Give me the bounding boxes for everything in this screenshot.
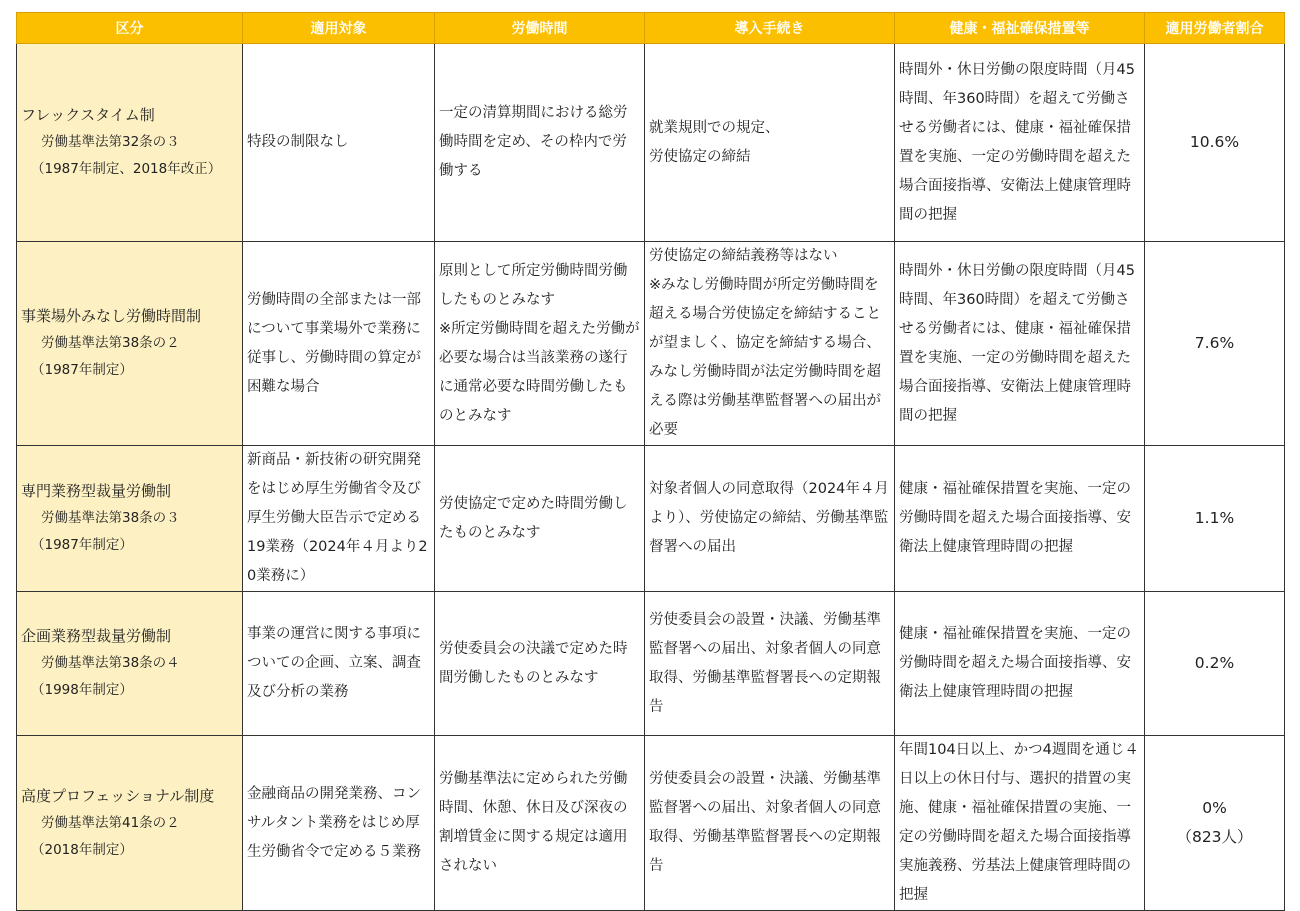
share-value: 1.1%: [1194, 509, 1235, 527]
share-value: 0.2%: [1194, 654, 1235, 672]
procedure-cell: [645, 44, 895, 242]
header-hours: 労働時間: [435, 13, 645, 44]
procedure-cell: [645, 242, 895, 446]
hours-cell: 労使委員会の決議で定めた時間労働したものとみなす: [435, 592, 645, 736]
procedure-cell: 労使委員会の設置・決議、労働基準監督署への届出、対象者個人の同意取得、労働基準監督署長への定期報告: [645, 736, 895, 911]
hours-text: 原則として所定労働時間労働したものとみなす ※所定労働時間を超えた労働が必要な場合は当該業務の遂行に通常必要な時間労働したものとみなす: [439, 262, 640, 424]
category-cell: [17, 446, 243, 592]
law-article: 労働基準法第38条の３: [41, 510, 180, 526]
target-cell: 労働時間の全部または一部について事業場外で業務に従事し、労働時間の算定が困難な場合: [243, 242, 435, 446]
header-category: 区分: [17, 13, 243, 44]
share-value: 10.6%: [1189, 133, 1240, 151]
system-name: フレックスタイム制: [21, 106, 155, 124]
header-procedure: 導入手続き: [645, 13, 895, 44]
table-row: [17, 44, 1285, 242]
share-cell: [1145, 44, 1285, 242]
hours-cell: 労使協定で定めた時間労働したものとみなす: [435, 446, 645, 592]
enactment-year: （1987年制定）: [31, 362, 133, 378]
enactment-year: （2018年制定）: [31, 841, 133, 858]
procedure-cell: 対象者個人の同意取得（2024年４月より）、労使協定の締結、労働基準監督署への届出: [645, 446, 895, 592]
table-row: [17, 592, 1285, 736]
share-value: 0%: [1202, 799, 1227, 817]
target-cell: 金融商品の開発業務、コンサルタント業務をはじめ厚生労働省令で定める５業務: [243, 736, 435, 911]
header-health: 健康・福祉確保措置等: [895, 13, 1145, 44]
header-row: [17, 13, 1285, 44]
target-cell: 特段の制限なし: [243, 44, 435, 242]
system-name: 企画業務型裁量労働制: [21, 627, 172, 645]
enactment-year: （1987年制定、2018年改正）: [31, 161, 222, 177]
law-article: 労働基準法第41条の２: [41, 814, 180, 831]
hours-cell: [435, 242, 645, 446]
share-cell: [1145, 242, 1285, 446]
share-value: 7.6%: [1194, 334, 1235, 352]
law-article: 労働基準法第32条の３: [41, 134, 180, 150]
health-cell: 年間104日以上、かつ4週間を通じ４日以上の休日付与、選択的措置の実施、健康・福祉確保措置の実施、一定の労働時間を超えた場合面接指導実施義務、労基法上健康管理時間の把握: [895, 736, 1145, 911]
health-cell: 時間外・休日労働の限度時間（月45時間、年360時間）を超えて労働させる労働者には、健康・福祉確保措置を実施、一定の労働時間を超えた場合面接指導、安衛法上健康管理時間の把握: [895, 44, 1145, 242]
health-cell: 健康・福祉確保措置を実施、一定の労働時間を超えた場合面接指導、安衛法上健康管理時間の把握: [895, 446, 1145, 592]
law-article: 労働基準法第38条の４: [41, 655, 180, 671]
target-cell: 新商品・新技術の研究開発をはじめ厚生労働省令及び厚生労働大臣告示で定める19業務（2024年４月より20業務に）: [243, 446, 435, 592]
work-system-table: [16, 12, 1285, 911]
hours-cell: 労働基準法に定められた労働時間、休憩、休日及び深夜の割増賃金に関する規定は適用されない: [435, 736, 645, 911]
header-target: 適用対象: [243, 13, 435, 44]
category-cell: [17, 44, 243, 242]
target-cell: 事業の運営に関する事項についての企画、立案、調査及び分析の業務: [243, 592, 435, 736]
system-name: 専門業務型裁量労働制: [21, 482, 172, 500]
table-row: [17, 242, 1285, 446]
system-name: 事業場外みなし労働時間制: [21, 307, 202, 325]
procedure-line: 労使協定の締結義務等はない ※みなし労働時間が所定労働時間を超える場合労使協定を締結することが望ましく、協定を締結する場合、みなし労働時間が法定労働時間を超える際は労働基準監督署への届出が必要: [649, 248, 881, 438]
category-cell: [17, 736, 243, 911]
share-cell: [1145, 446, 1285, 592]
category-cell: [17, 242, 243, 446]
table-row: [17, 736, 1285, 911]
share-cell: [1145, 592, 1285, 736]
procedure-line: 就業規則での規定、 労使協定の締結: [649, 119, 780, 165]
procedure-cell: 労使委員会の設置・決議、労働基準監督署への届出、対象者個人の同意取得、労働基準監督署長への定期報告: [645, 592, 895, 736]
enactment-year: （1998年制定）: [31, 682, 133, 698]
share-note: （823人）: [1176, 828, 1253, 846]
health-cell: 健康・福祉確保措置を実施、一定の労働時間を超えた場合面接指導、安衛法上健康管理時間の把握: [895, 592, 1145, 736]
enactment-year: （1987年制定）: [31, 537, 133, 553]
share-cell: [1145, 736, 1285, 911]
health-cell: 時間外・休日労働の限度時間（月45時間、年360時間）を超えて労働させる労働者には、健康・福祉確保措置を実施、一定の労働時間を超えた場合面接指導、安衛法上健康管理時間の把握: [895, 242, 1145, 446]
header-share: 適用労働者割合: [1145, 13, 1285, 44]
table-row: [17, 446, 1285, 592]
law-article: 労働基準法第38条の２: [41, 335, 180, 351]
category-cell: [17, 592, 243, 736]
hours-cell: 一定の清算期間における総労働時間を定め、その枠内で労働する: [435, 44, 645, 242]
system-name: 高度プロフェッショナル制度: [21, 786, 215, 805]
